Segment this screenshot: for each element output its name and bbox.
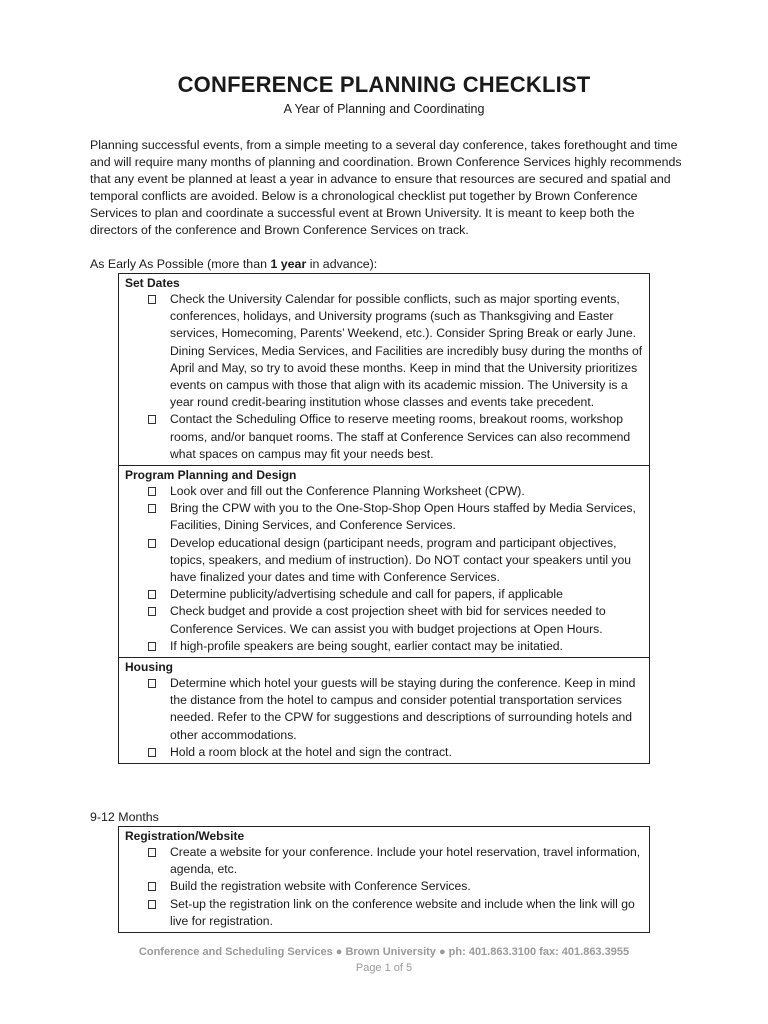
checklist-item-text: Determine publicity/advertising schedule and call for papers, if applicable [170, 587, 563, 602]
checklist-item [125, 411, 643, 463]
page-subtitle: A Year of Planning and Coordinating [283, 102, 485, 116]
footer-contact: Conference and Scheduling Services ● Brown University ● ph: 401.863.3100 fax: 401.863.3955 [138, 946, 630, 958]
checklist-item-text: Check the University Calendar for possible conflicts, such as major sporting events, conferences, holidays, and University programs (such as Thanksgiving and Easter services, Homecoming, Parents’ Weekend, etc.). Consider Spring Break or early June. Dining Services, Media Services, and Facilities are incredibly busy during the months of April and May, so try to avoid these months. Keep in mind that the University prioritizes events on campus with those that align with its academic mission. The University is a year round credit-bearing institution whose classes and events take precedent. [170, 292, 643, 410]
checklist-section [119, 274, 649, 465]
checklist-item-text: Look over and fill out the Conference Planning Worksheet (CPW). [170, 484, 525, 499]
checklist-item [125, 896, 643, 930]
period-label-9-12-months: 9-12 Months [90, 810, 159, 824]
checkbox-icon[interactable] [148, 504, 156, 513]
checklist-item-text: Bring the CPW with you to the One-Stop-Shop Open Hours staffed by Media Services, Facilities, Dining Services, and Conference Services. [170, 501, 636, 533]
checklist-item [125, 675, 643, 744]
period-label-early: As Early As Possible (more than 1 year in advance): [90, 257, 378, 271]
checkbox-icon[interactable] [148, 539, 156, 548]
checklist-table-early [118, 273, 650, 764]
checklist-section [119, 657, 649, 763]
checklist-item [125, 483, 643, 500]
checklist-item-text: If high-profile speakers are being sought, earlier contact may be initatied. [170, 638, 563, 653]
checkbox-icon[interactable] [148, 882, 156, 891]
checklist-item [125, 878, 643, 895]
checkbox-icon[interactable] [148, 590, 156, 599]
checklist-items [125, 291, 643, 463]
checklist-item-text: Build the registration website with Conference Services. [170, 879, 471, 894]
checklist-item [125, 638, 643, 655]
checkbox-icon[interactable] [148, 748, 156, 757]
checklist-item-text: Develop educational design (participant needs, program and participant objectives, topics, speakers, and medium of instruction). Do NOT contact your speakers until you have finalized your dates and time with Conference Services. [170, 535, 632, 585]
checkbox-icon[interactable] [148, 415, 156, 424]
checklist-item-text: Determine which hotel your guests will be staying during the conference. Keep in mind the distance from the hotel to campus and consider potential transportation services needed. Refer to the CPW for suggestions and descriptions of surrounding hotels and other accommodations. [170, 676, 636, 742]
checklist-items [125, 483, 643, 655]
checklist-item-text: Create a website for your conference. Include your hotel reservation, travel information, agenda, etc. [170, 845, 641, 877]
checklist-item [125, 603, 643, 637]
checklist-item-text: Contact the Scheduling Office to reserve meeting rooms, breakout rooms, workshop rooms, and/or banquet rooms. The staff at Conference Services can also recommend what spaces on campus may fit your needs best. [170, 412, 631, 461]
checklist-item-text: Check budget and provide a cost projection sheet with bid for services needed to Conference Services. We can assist you with budget projections at Open Hours. [170, 604, 606, 636]
checkbox-icon[interactable] [148, 607, 156, 616]
intro-paragraph: Planning successful events, from a simple meeting to a several day conference, takes forethought and time and will require many months of planning and coordination. Brown Conference Services highly recommends that any event be planned at least a year in advance to ensure that resources are secured and spatial and temporal conflicts are avoided. Below is a chronological checklist put together by Brown Conference Services to plan and coordinate a successful event at Brown University. It is meant to keep both the directors of the conference and Brown Conference Services on track. [90, 138, 682, 237]
checkbox-icon[interactable] [148, 295, 156, 304]
checklist-item [125, 291, 643, 411]
section-heading: Housing [125, 660, 173, 675]
checklist-items [125, 675, 643, 761]
checklist-items [125, 844, 643, 930]
checkbox-icon[interactable] [148, 679, 156, 688]
checklist-item [125, 744, 643, 761]
checklist-item-text: Set-up the registration link on the conference website and include when the link will go live for registration. [170, 896, 635, 928]
checkbox-icon[interactable] [148, 900, 156, 909]
checklist-item [125, 844, 643, 878]
section-heading: Set Dates [125, 276, 180, 290]
page-title: CONFERENCE PLANNING CHECKLIST [177, 72, 591, 97]
checklist-table-9-12-months [118, 826, 650, 933]
checklist-item [125, 535, 643, 587]
checklist-item [125, 586, 643, 603]
page-number: Page 1 of 5 [355, 962, 413, 974]
section-heading: Registration/Website [125, 829, 245, 843]
checklist-item-text: Hold a room block at the hotel and sign the contract. [170, 744, 452, 759]
section-heading: Program Planning and Design [125, 468, 297, 483]
checkbox-icon[interactable] [148, 642, 156, 651]
checklist-section [119, 827, 649, 932]
checklist-item [125, 500, 643, 534]
checkbox-icon[interactable] [148, 848, 156, 857]
checkbox-icon[interactable] [148, 487, 156, 496]
checklist-section [119, 465, 649, 657]
